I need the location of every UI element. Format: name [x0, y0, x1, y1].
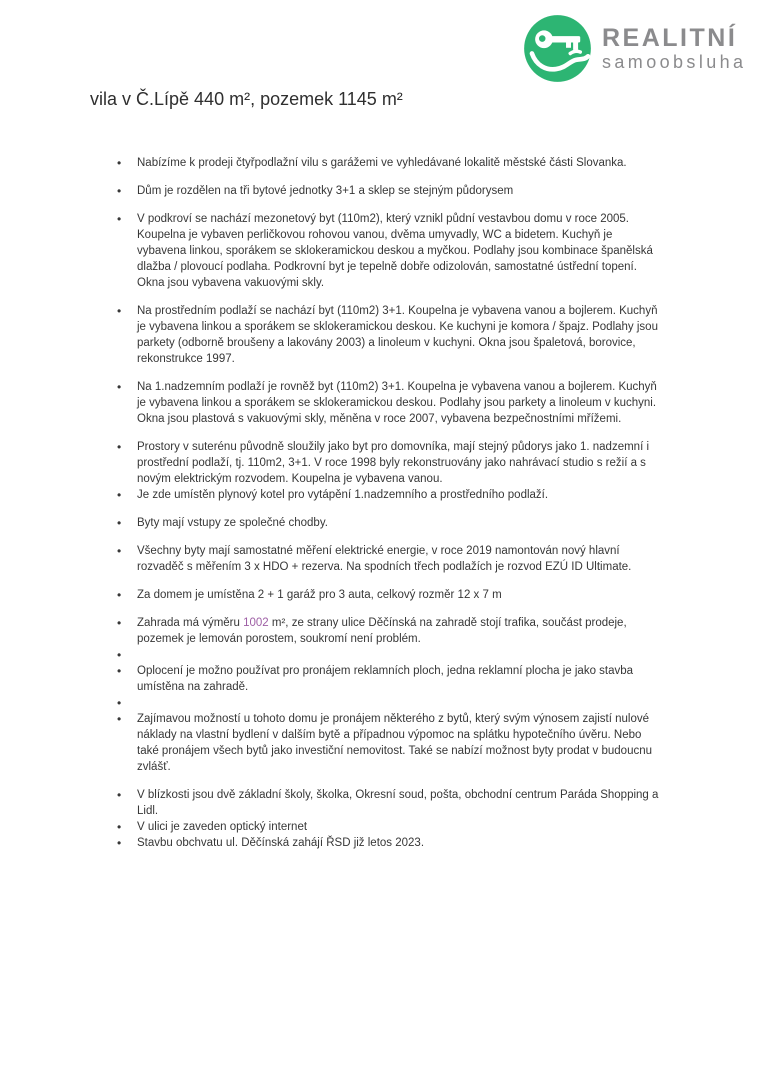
realitni-logo	[522, 13, 746, 84]
list-item	[90, 663, 662, 695]
bullet-text: Byty mají vstupy ze společné chodby.	[137, 517, 328, 529]
list-item	[90, 543, 662, 575]
bullet-text: Dům je rozdělen na tři bytové jednotky 3+1 a sklep se stejným půdorysem	[137, 185, 514, 197]
list-item	[90, 183, 662, 199]
bullet-text: Nabízíme k prodeji čtyřpodlažní vilu s garážemi ve vyhledávané lokalitě městské části Slovanka.	[137, 157, 627, 169]
list-item	[90, 787, 662, 819]
list-item	[90, 647, 662, 663]
bullet-text: V ulici je zaveden optický internet	[137, 821, 308, 833]
list-item	[90, 711, 662, 775]
logo-text	[602, 25, 746, 73]
list-item	[90, 379, 662, 427]
list-item	[90, 819, 662, 835]
key-in-hand-icon	[522, 13, 593, 84]
page-title: vila v Č.Lípě 440 m², pozemek 1145 m²	[90, 89, 403, 109]
list-item	[90, 835, 662, 851]
bullet-text: Za domem je umístěna 2 + 1 garáž pro 3 auta, celkový rozměr 12 x 7 m	[137, 589, 502, 601]
list-item	[90, 695, 662, 711]
list-item	[90, 211, 662, 291]
bullet-text: Na prostředním podlaží se nachází byt (110m2) 3+1. Koupelna je vybavena vanou a bojlerem. Kuchyň je vybavena linkou a sporákem se sklokeramickou deskou. Ke kuchyni je komora / špajz. Podlahy jsou parkety (odborně broušeny a lakovány 2003) a linoleum v kuchyni. Okna jsou špaletová, borovice, rekonstrukce 1997.	[137, 305, 658, 365]
logo-brand: REALITNÍ	[602, 23, 738, 52]
list-item	[90, 439, 662, 487]
bullet-text: Zahrada má výměru	[137, 617, 244, 629]
list-item	[90, 155, 662, 171]
bullet-text: Zajímavou možností u tohoto domu je pronájem některého z bytů, který svým výnosem zajistí nulové náklady na vlastní bydlení v dalším bytě a případnou výpomoc na splátku hypotečního úvěru. Nebo také pronájem všech bytů jako investiční nemovitost. Také se nabízí možnost byty prodat v budoucnu zvlášť.	[137, 713, 653, 773]
bullet-text: Všechny byty mají samostatné měření elektrické energie, v roce 2019 namontován nový hlavní rozvaděč s měřením 3 x HDO + rezerva. Na spodních třech podlažích je rozvod EZÚ ID Ultimate.	[137, 545, 632, 573]
logo-subtitle: samoobsluha	[602, 51, 747, 72]
bullet-text: V blízkosti jsou dvě základní školy, školka, Okresní soud, pošta, obchodní centrum Paráda Shopping a Lidl.	[137, 789, 659, 817]
bullet-text: Je zde umístěn plynový kotel pro vytápění 1.nadzemního a prostředního podlaží.	[137, 489, 549, 501]
bullet-text: m², ze strany ulice Děčínská na zahradě stojí trafika, součást prodeje, pozemek je lemován porostem, soukromí není problém.	[137, 617, 627, 645]
bullet-text: Oplocení je možno používat pro pronájem reklamních ploch, jedna reklamní plocha je jako stavba umístěna na zahradě.	[137, 665, 634, 693]
bullet-list	[90, 155, 662, 851]
garden-area-value: 1002	[243, 617, 269, 629]
list-item	[90, 487, 662, 503]
bullet-text: Prostory v suterénu původně sloužily jako byt pro domovníka, mají stejný půdorys jako 1. nadzemní i prostřední podlaží, tj. 110m2, 3+1. V roce 1998 byly rekonstruovány jako nahrávací studio s režií a s novým elektrickým rozvodem. Koupelna je vybavena vanou.	[137, 441, 650, 485]
list-item	[90, 587, 662, 603]
list-item	[90, 303, 662, 367]
list-item	[90, 515, 662, 531]
bullet-text: Na 1.nadzemním podlaží je rovněž byt (110m2) 3+1. Koupelna je vybavena vanou a bojlerem. Kuchyň je vybavena linkou a sporákem se sklokeramickou deskou. Podlahy jsou parkety a linoleum v kuchyni. Okna jsou plastová s vakuovými skly, měněna v roce 2007, vybavena bezpečnostními mřížemi.	[137, 381, 657, 425]
bullet-text: Stavbu obchvatu ul. Děčínská zahájí ŘSD již letos 2023.	[137, 837, 425, 849]
list-item	[90, 615, 662, 647]
bullet-text: V podkroví se nachází mezonetový byt (110m2), který vznikl půdní vestavbou domu v roce 2005. Koupelna je vybaven perličkovou rohovou vanou, dvěma umyvadly, WC a bidetem. Kuchyň je vybavena linkou, sporákem se sklokeramickou deskou a myčkou. Podlahy jsou kombinace španělská dlažba / plovoucí podlaha. Podkrovní byt je tepelně dobře odizolován, samostatné ústřední topení. Okna jsou vybavena vakuovými skly.	[137, 213, 653, 289]
